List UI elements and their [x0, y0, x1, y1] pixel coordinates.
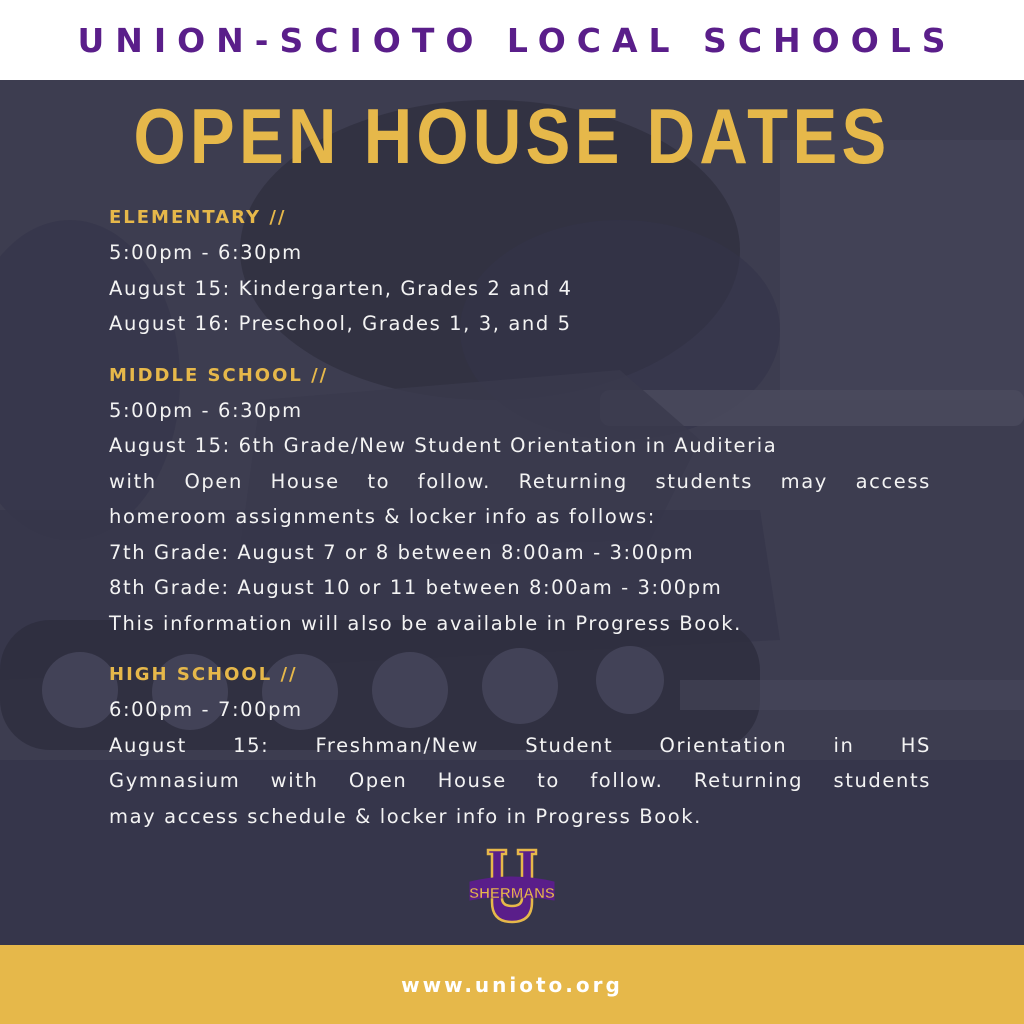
word: Orientation	[659, 733, 788, 757]
word: in	[833, 733, 855, 757]
word: to	[537, 769, 560, 792]
word: Open	[184, 469, 243, 493]
district-name: UNION-SCIOTO LOCAL SCHOOLS	[77, 20, 957, 60]
word: students	[833, 769, 931, 792]
schedule-content	[109, 200, 931, 834]
high-school-line-justified	[109, 728, 931, 764]
word: HS	[900, 733, 931, 757]
main-title: OPEN HOUSE DATES	[133, 92, 891, 180]
word: with	[109, 469, 157, 493]
header-banner	[0, 0, 1024, 80]
word: to	[367, 469, 391, 493]
website-link[interactable]: www.unioto.org	[401, 972, 623, 997]
middle-school-line: 7th Grade: August 7 or 8 between 8:00am - 3:00pm	[109, 540, 695, 564]
middle-school-line: August 15: 6th Grade/New Student Orientation in Auditeria	[109, 434, 778, 457]
word: Returning	[693, 769, 804, 792]
word: may	[780, 469, 828, 493]
word: Student	[525, 733, 614, 757]
middle-school-line-justified	[109, 464, 931, 500]
word: follow.	[417, 469, 491, 493]
word: with	[270, 769, 319, 792]
elementary-heading: ELEMENTARY //	[109, 207, 287, 228]
middle-school-line: 8th Grade: August 10 or 11 between 8:00am - 3:00pm	[109, 576, 723, 599]
word: August	[109, 733, 187, 757]
footer-banner	[0, 945, 1024, 1024]
elementary-line: August 15: Kindergarten, Grades 2 and 4	[109, 276, 573, 300]
word: follow.	[590, 769, 664, 792]
word: students	[655, 469, 753, 493]
word: Freshman/New	[315, 733, 480, 757]
high-school-line: may access schedule & locker info in Progress Book.	[109, 804, 702, 828]
word: Open	[348, 769, 408, 792]
high-school-line-justified	[109, 763, 931, 799]
logo-text: SHERMANS	[469, 885, 555, 902]
word: House	[437, 769, 507, 792]
middle-school-heading: MIDDLE SCHOOL //	[109, 364, 329, 386]
middle-school-line: This information will also be available in Progress Book.	[109, 611, 742, 635]
word: access	[855, 469, 931, 493]
elementary-line: August 16: Preschool, Grades 1, 3, and 5	[109, 312, 572, 335]
word: Returning	[518, 469, 628, 493]
elementary-time: 5:00pm - 6:30pm	[109, 241, 303, 264]
word: 15:	[233, 733, 270, 757]
high-school-heading: HIGH SCHOOL //	[109, 664, 298, 685]
shermans-logo-icon	[466, 848, 558, 930]
high-school-time: 6:00pm - 7:00pm	[109, 698, 303, 721]
middle-school-time: 5:00pm - 6:30pm	[109, 398, 303, 422]
word: Gymnasium	[109, 769, 241, 792]
middle-school-line: homeroom assignments & locker info as follows:	[109, 505, 656, 528]
word: House	[270, 469, 340, 493]
